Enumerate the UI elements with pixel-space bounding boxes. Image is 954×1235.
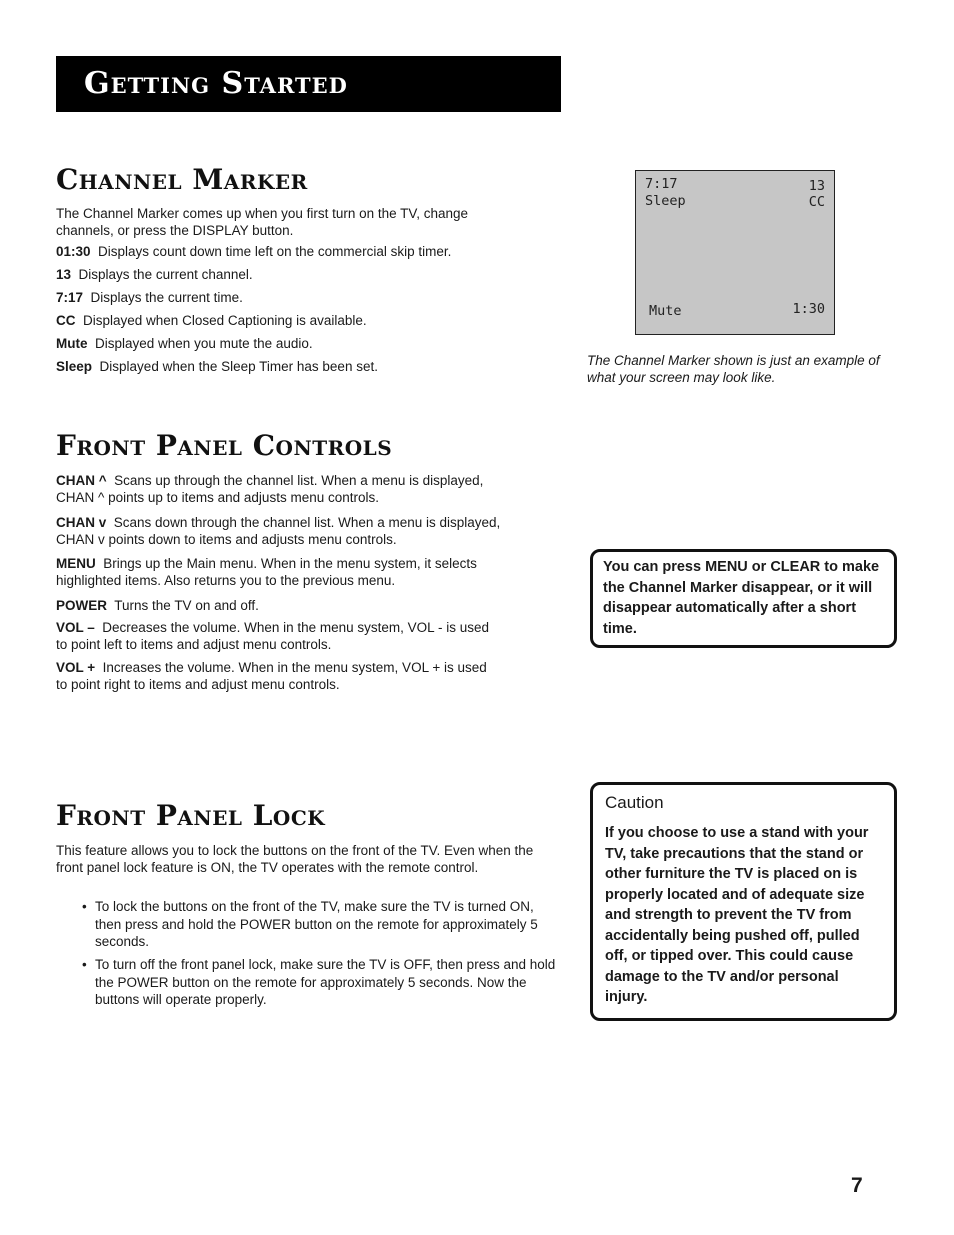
front-panel-lock-intro: This feature allows you to lock the buttons on the front of the TV. Even when the front panel lock feature is ON, the TV operates with the remote control. <box>56 843 534 875</box>
caution-box <box>590 782 897 1021</box>
definition-item <box>56 243 451 260</box>
channel-marker-screen-illustration <box>635 170 835 335</box>
definition-desc: Displayed when Closed Captioning is available. <box>83 313 367 328</box>
definition-item <box>56 335 313 352</box>
page-header-title: Getting Started <box>84 66 348 101</box>
caution-title: Caution <box>605 793 664 812</box>
page-header-banner <box>56 56 561 112</box>
screen-time: 7:17 <box>645 176 678 192</box>
caution-text: If you choose to use a stand with your TV, take precautions that the stand or other furniture the TV is placed on is properly located and of adequate size and strength to prevent the TV from accidentally being pushed off, pulled off, or tipped over. This could cause damage to the TV and/or personal injury. <box>605 825 869 1005</box>
definition-desc: Displayed when the Sleep Timer has been set. <box>99 359 378 374</box>
screen-mute: Mute <box>649 303 682 319</box>
control-term: VOL – <box>56 620 95 635</box>
bullet-text: To lock the buttons on the front of the TV, make sure the TV is turned ON, then press and hold the POWER button on the remote for approximately 5 seconds. <box>95 899 538 949</box>
definition-term: 13 <box>56 267 72 282</box>
control-desc-continued: to point right to items and adjust menu controls. <box>56 677 340 692</box>
control-item <box>56 619 556 653</box>
control-desc: Scans up through the channel list. When a menu is displayed, <box>114 473 484 488</box>
channel-marker-intro: The Channel Marker comes up when you first turn on the TV, change channels, or press the DISPLAY button. <box>56 206 468 238</box>
control-desc: Decreases the volume. When in the menu system, VOL - is used <box>102 620 489 635</box>
definition-term: CC <box>56 313 76 328</box>
control-term: CHAN v <box>56 515 107 530</box>
control-item <box>56 597 556 614</box>
control-desc: Scans down through the channel list. When a menu is displayed, <box>113 515 501 530</box>
control-term: POWER <box>56 598 108 613</box>
definition-item <box>56 358 378 375</box>
control-desc: Turns the TV on and off. <box>114 598 259 613</box>
bullet-item <box>82 898 557 951</box>
tip-note-text: You can press MENU or CLEAR to make the Channel Marker disappear, or it will disappear automatically after a short time. <box>603 559 880 637</box>
definition-term: Sleep <box>56 359 93 374</box>
control-term: VOL + <box>56 660 96 675</box>
control-item <box>56 514 556 548</box>
definition-item <box>56 312 367 329</box>
screen-channel: 13 <box>808 178 825 194</box>
definition-term: 7:17 <box>56 290 84 305</box>
control-desc: Increases the volume. When in the menu system, VOL + is used <box>102 660 487 675</box>
control-desc-continued: to point left to items and adjust menu controls. <box>56 637 332 652</box>
front-panel-lock-heading: Front Panel Lock <box>56 799 326 832</box>
definition-desc: Displays count down time left on the commercial skip timer. <box>98 244 452 259</box>
control-term: MENU <box>56 556 96 571</box>
page-number: 7 <box>851 1174 863 1197</box>
control-desc-continued: CHAN ^ points up to items and adjusts menu controls. <box>56 490 379 505</box>
definition-item <box>56 289 243 306</box>
definition-desc: Displayed when you mute the audio. <box>95 336 313 351</box>
screen-cc: CC <box>808 194 825 210</box>
front-panel-controls-heading: Front Panel Controls <box>56 429 393 462</box>
definition-desc: Displays the current time. <box>90 290 243 305</box>
control-term: CHAN ^ <box>56 473 107 488</box>
control-item <box>56 659 556 693</box>
bullet-text: To turn off the front panel lock, make sure the TV is OFF, then press and hold the POWER button on the remote for approximately 5 seconds. Now the buttons will operate properly. <box>95 957 556 1007</box>
definition-term: Mute <box>56 336 88 351</box>
screen-timer: 1:30 <box>792 301 825 317</box>
control-item <box>56 472 556 506</box>
control-desc-continued: highlighted items. Also returns you to the previous menu. <box>56 573 396 588</box>
bullet-item <box>82 956 557 1009</box>
definition-term: 01:30 <box>56 244 91 259</box>
control-desc-continued: CHAN v points down to items and adjusts menu controls. <box>56 532 397 547</box>
control-desc: Brings up the Main menu. When in the menu system, it selects <box>103 556 477 571</box>
control-item <box>56 555 556 589</box>
screen-caption: The Channel Marker shown is just an example of what your screen may look like. <box>587 353 880 385</box>
tip-note-box <box>590 549 897 648</box>
screen-sleep: Sleep <box>645 193 686 209</box>
definition-desc: Displays the current channel. <box>78 267 253 282</box>
bullet-dot-icon: • <box>82 899 87 914</box>
bullet-dot-icon: • <box>82 957 87 972</box>
channel-marker-heading: Channel Marker <box>56 163 308 196</box>
definition-item <box>56 266 253 283</box>
